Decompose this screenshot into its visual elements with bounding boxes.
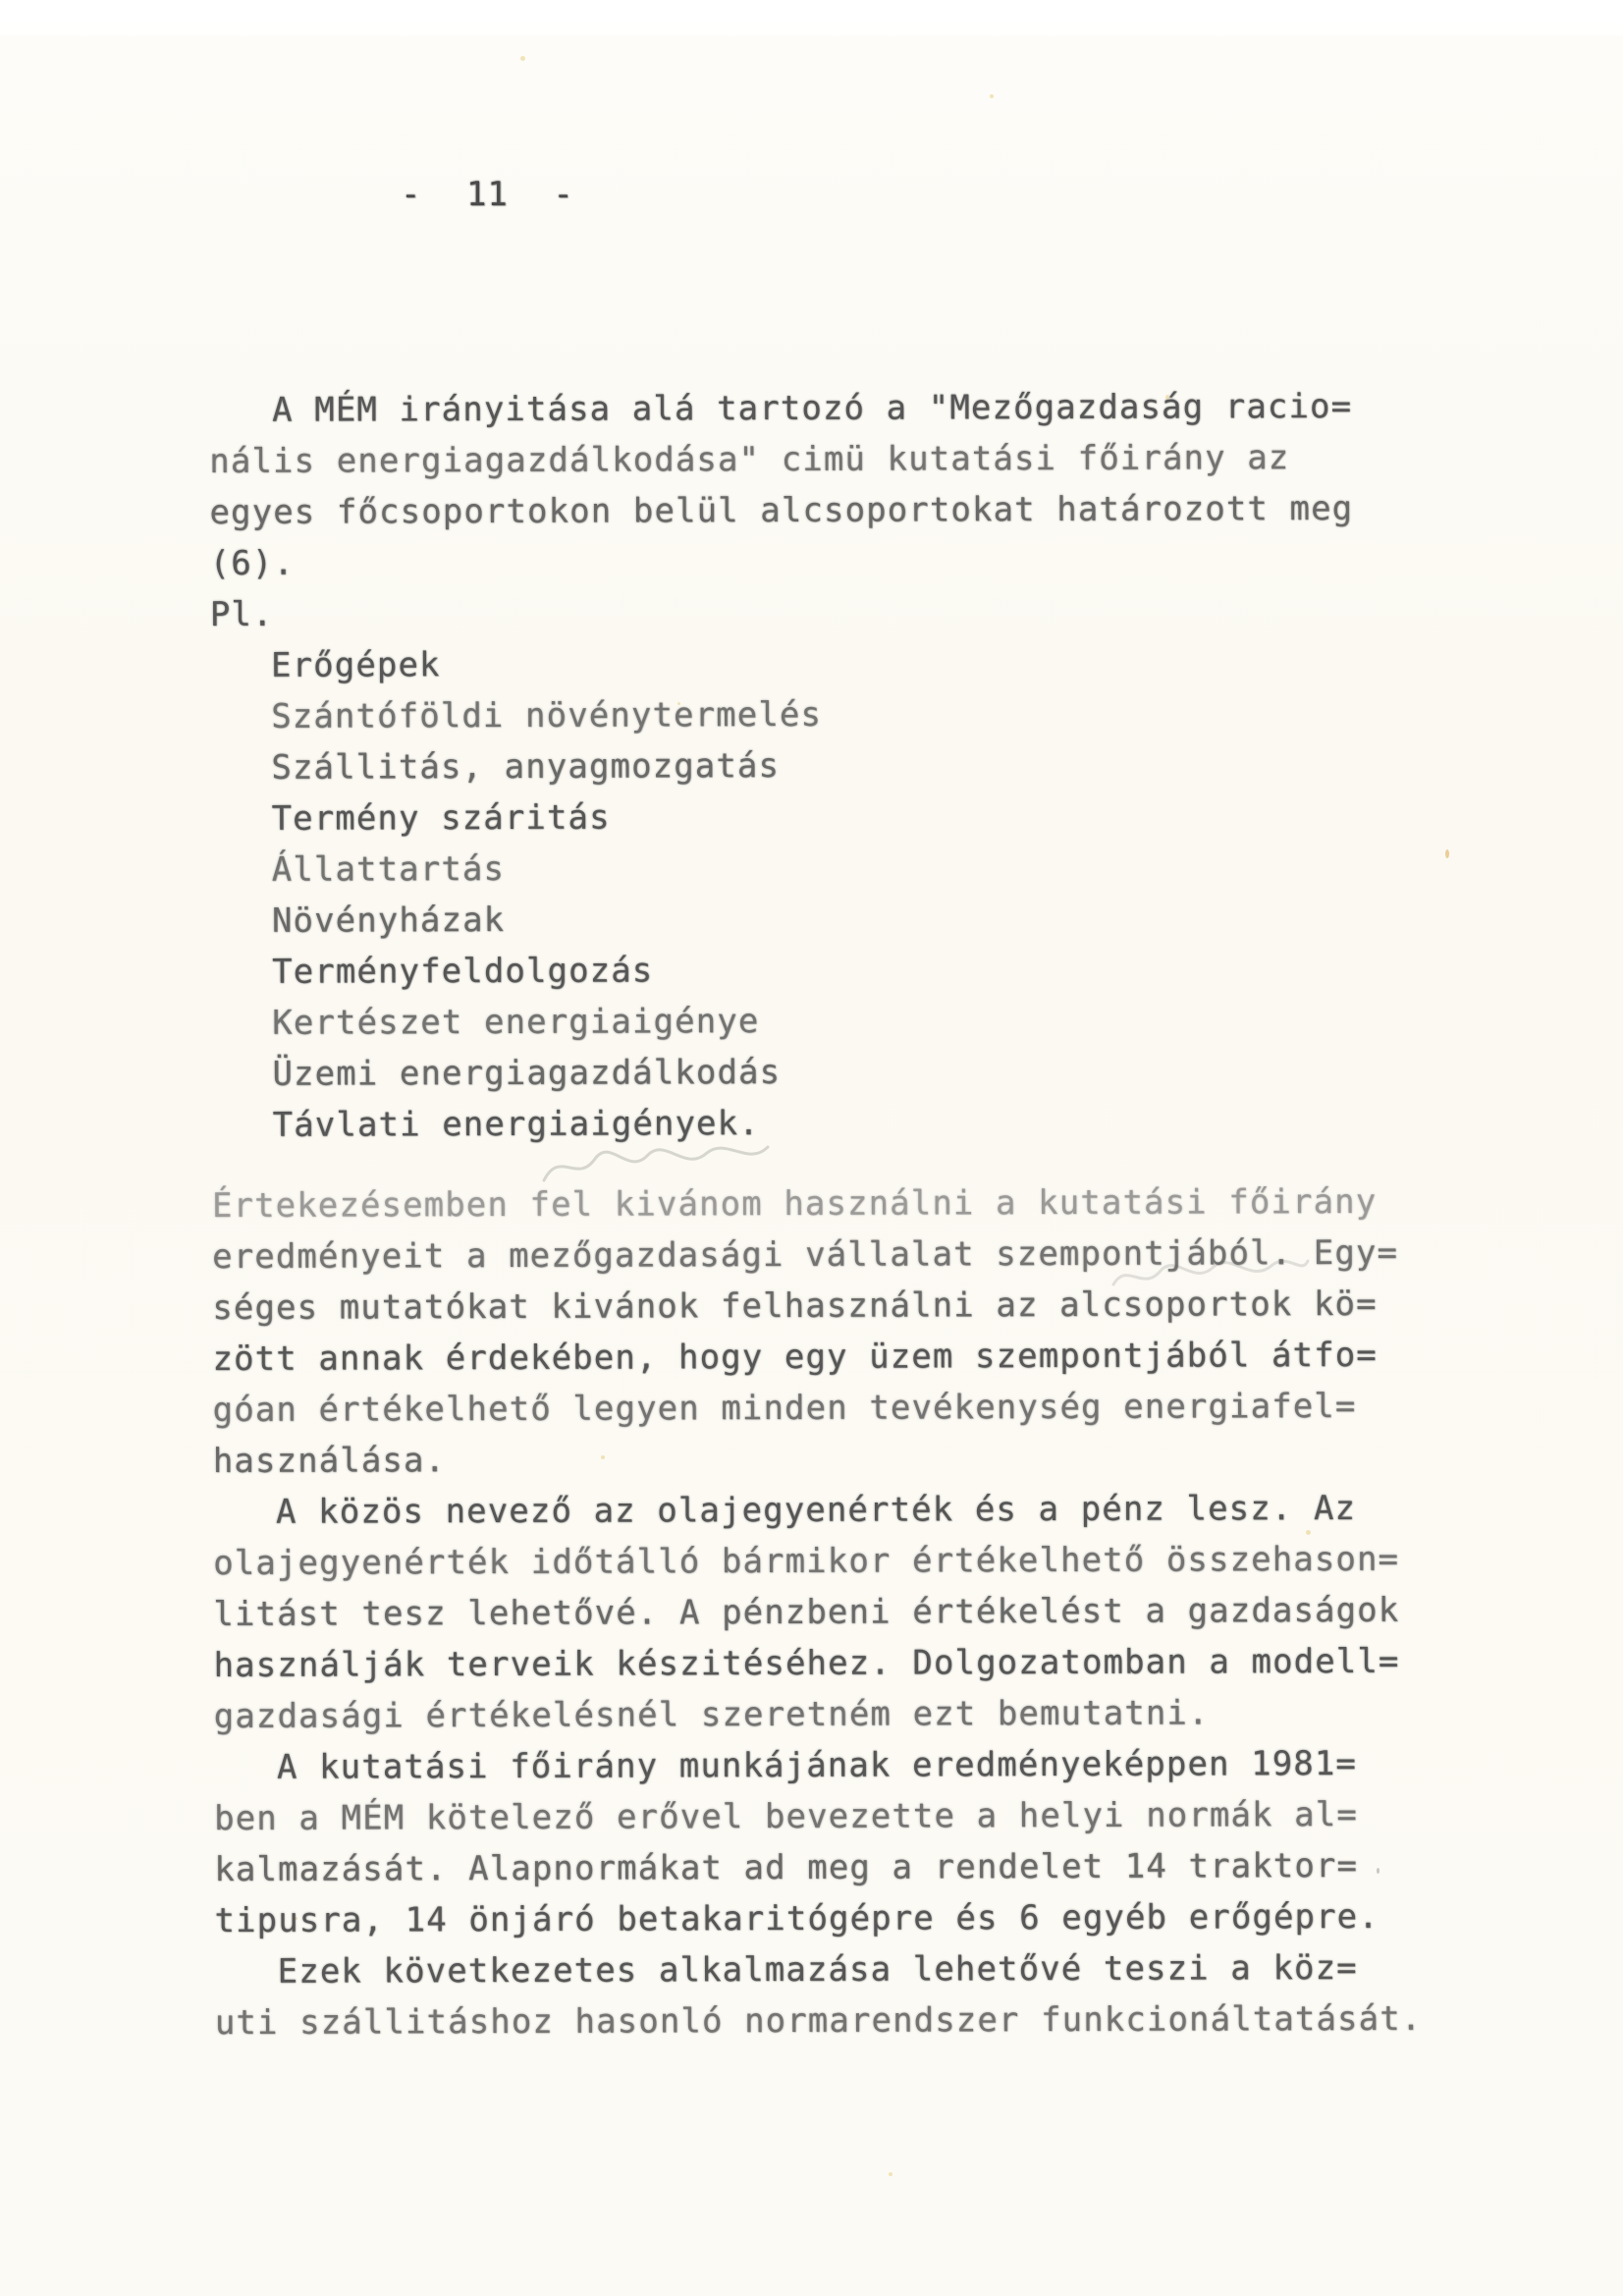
paragraph-3	[213, 1483, 1451, 1742]
text-line: A MÉM irányitása alá tartozó a "Mezőgazdaság racio=	[272, 386, 1353, 430]
text-line: góan értékelhető legyen minden tevékenység energiafel=	[212, 1386, 1357, 1430]
text-line: A közös nevező az olajegyenérték és a pénz lesz. Az	[275, 1488, 1357, 1532]
text-line: (6).	[209, 543, 295, 583]
text-line: ben a MÉM kötelező erővel bevezette a helyi normák al=	[214, 1794, 1358, 1838]
paragraph-1	[209, 381, 1447, 589]
paper-speck	[520, 56, 525, 61]
text-line: nális energiagazdálkodása" cimü kutatási főirány az	[209, 438, 1290, 481]
text-line: gazdasági értékelésnél szeretném ezt bemutatni.	[213, 1693, 1210, 1736]
text-line: tipusra, 14 önjáró betakaritógépre és 6 egyéb erőgépre.	[214, 1896, 1380, 1941]
list-item: Szállitás, anyagmozgatás	[271, 745, 781, 788]
text-line: egyes főcsoportokon belül alcsoportokat határozott meg	[209, 488, 1354, 532]
example-label-block	[210, 585, 1447, 640]
text-line: litást tesz lehetővé. A pénzbeni értékelést a gazdaságok	[213, 1590, 1400, 1634]
text-line: A kutatási főirány munkájának eredményeképpen 1981=	[276, 1743, 1358, 1787]
list-item: Üzemi energiagazdálkodás	[272, 1052, 782, 1094]
paper-speck	[990, 94, 994, 98]
example-list	[210, 636, 1449, 1151]
text-line: zött annak érdekében, hogy egy üzem szempontjából átfo=	[212, 1335, 1378, 1379]
pl-label: Pl.	[209, 594, 274, 634]
list-item: Növényházak	[271, 900, 506, 941]
text-line: kalmazását. Alapnormákat ad meg a rendelet 14 traktor=	[214, 1845, 1359, 1889]
list-item: Állattartás	[271, 848, 506, 890]
text-line: használják terveik készitéséhez. Dolgozatomban a modell=	[213, 1641, 1400, 1685]
paragraph-5	[215, 1942, 1452, 2049]
typewritten-text	[209, 381, 1452, 2049]
text-line: séges mutatókat kivánok felhasználni az alcsoportok kö=	[212, 1284, 1378, 1328]
paragraph-4	[214, 1738, 1452, 1946]
text-line: uti szállitáshoz hasonló normarendszer funkcionáltatását.	[214, 1998, 1423, 2043]
text-line: használása.	[212, 1441, 447, 1481]
list-item: Terményfeldolgozás	[272, 951, 654, 992]
text-line: eredményeit a mezőgazdasági vállalat szempontjából. Egy=	[212, 1232, 1399, 1277]
text-line: Értekezésemben fel kivánom használni a kutatási főirány	[211, 1181, 1378, 1226]
paper-speck	[889, 2172, 893, 2176]
text-line: olajegyenérték időtálló bármikor értékelhető összehason=	[213, 1539, 1400, 1583]
list-item: Szántóföldi növénytermelés	[271, 694, 823, 737]
list-item: Távlati energiaigények.	[272, 1104, 760, 1145]
list-item: Erőgépek	[270, 645, 441, 685]
list-item: Termény száritás	[271, 797, 611, 839]
list-item: Kertészet energiaigénye	[272, 1002, 760, 1043]
text-line: Ezek következetes alkalmazása lehetővé teszi a köz=	[277, 1947, 1358, 1992]
page-number: - 11 -	[401, 175, 574, 214]
paragraph-2	[212, 1176, 1450, 1487]
